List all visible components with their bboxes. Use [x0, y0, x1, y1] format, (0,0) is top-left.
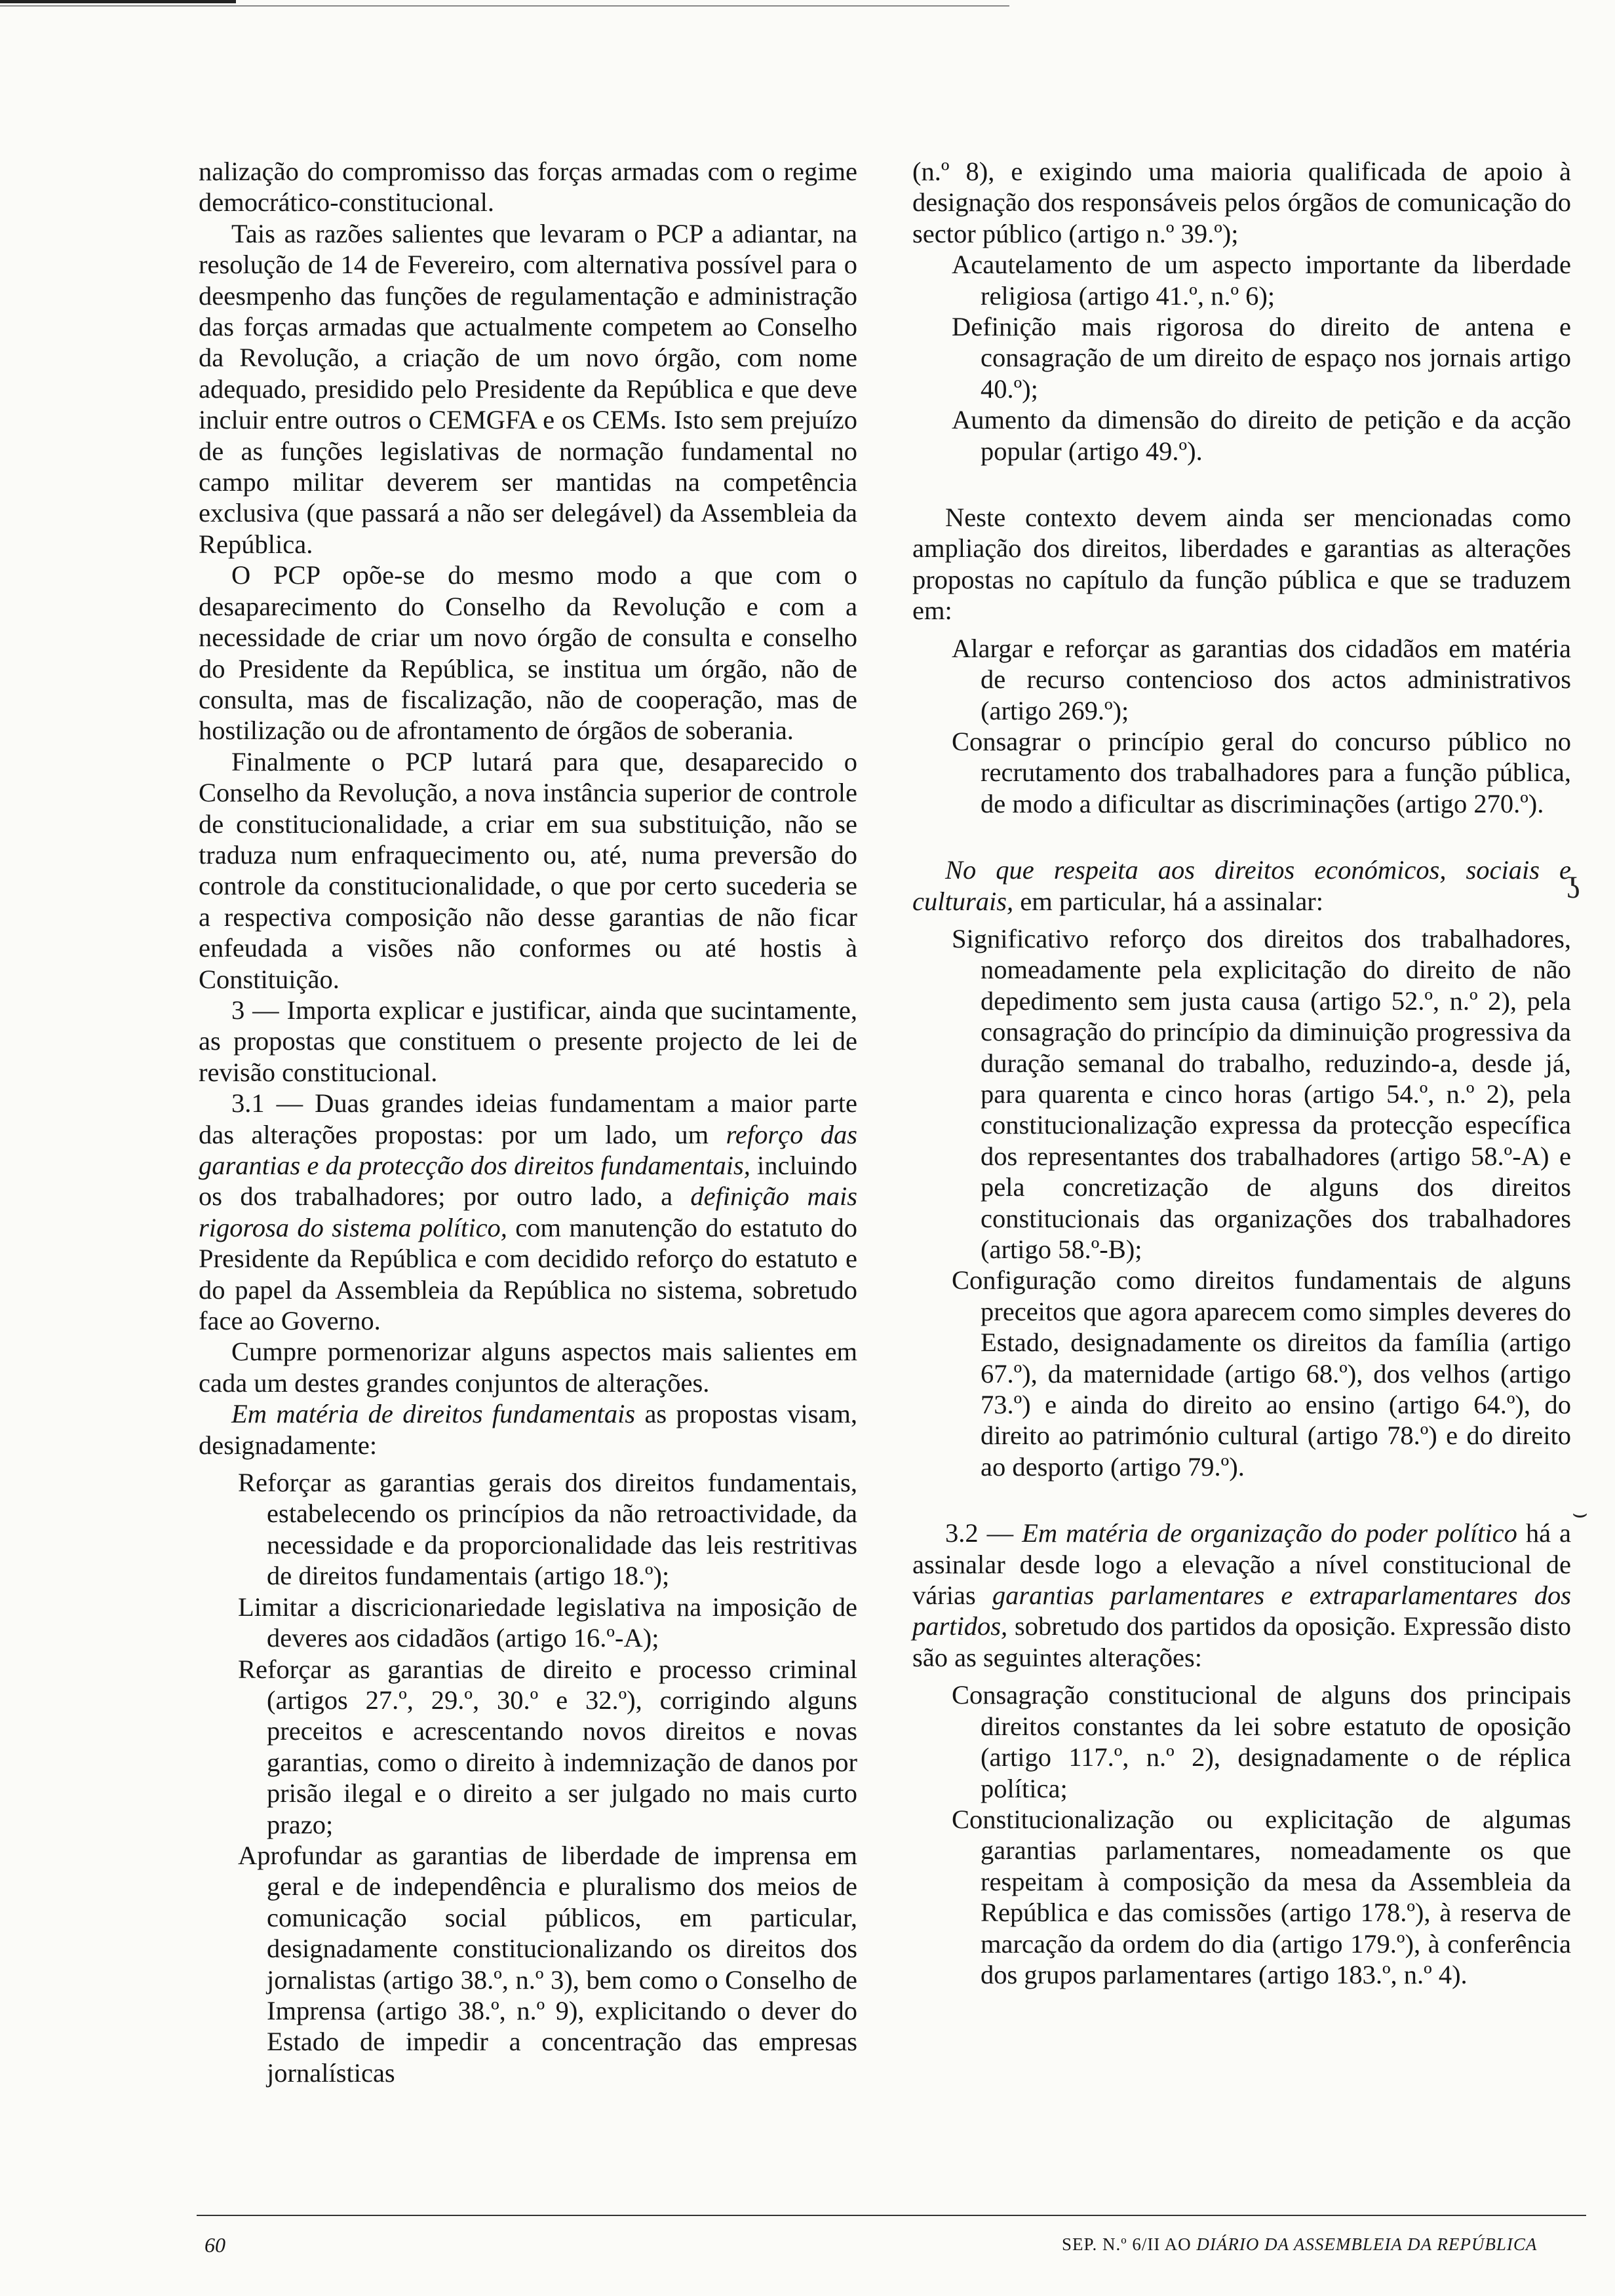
paragraph	[199, 1398, 857, 1461]
scan-edge-line	[0, 0, 236, 3]
list-item: Consagração constitucional de alguns dos principais direitos constantes da lei sobre estatuto de oposição (artigo 117.º, n.º 2), designadamente o de réplica política;	[952, 1680, 1571, 1803]
text-span: sobretudo dos partidos da oposição. Expressão disto são as seguintes alterações:	[912, 1611, 1571, 1672]
list-item: Alargar e reforçar as garantias dos cidadãos em matéria de recurso contencioso dos actos administrativos (artigo 269.º);	[952, 633, 1571, 725]
paragraph: nalização do compromisso das forças armadas com o regime democrático-constitucional.	[199, 157, 857, 218]
list-item: Acautelamento de um aspecto importante da liberdade religiosa (artigo 41.º, n.º 6);	[952, 250, 1571, 311]
italic-text: definição mais rigorosa do sistema político,	[199, 1181, 857, 1242]
italic-text: Em matéria de direitos fundamentais	[231, 1399, 636, 1429]
text-span: com manutenção do estatuto do Presidente da República e com decidido reforço do estatuto e do papel da Assembleia da República no sistema, sobretudo face ao Governo.	[199, 1212, 857, 1336]
paragraph: Cumpre pormenorizar alguns aspectos mais salientes em cada um destes grandes conjuntos de alterações.	[199, 1337, 857, 1398]
scan-edge-line-faint	[0, 5, 1009, 7]
list-item: Aumento da dimensão do direito de petição e da acção popular (artigo 49.º).	[952, 405, 1571, 466]
publication-prefix: SEP. N.º 6/II AO	[1062, 2234, 1197, 2254]
italic-text: Em matéria de organização do poder político	[1022, 1518, 1517, 1548]
text-span: incluindo os dos trabalhadores; por outro lado, a	[199, 1151, 857, 1212]
paragraph	[912, 854, 1571, 917]
paragraph: (n.º 8), e exigindo uma maioria qualificada de apoio à designação dos responsáveis pelos órgãos de comunicação do sector público (artigo n.º 39.º);	[912, 157, 1571, 248]
paragraph: Finalmente o PCP lutará para que, desaparecido o Conselho da Revolução, a nova instância superior de controle de constitucionalidade, a criar em sua substituição, não se traduza num enfraquecimento ou, até, numa preversão do controle da constitucionalidade, o que por certo sucederia se a respectiva composição não desse garantias de não ficar enfeudada a visões não conformes ou até hostis à Constituição.	[199, 746, 857, 994]
list-item: Reforçar as garantias gerais dos direitos fundamentais, estabelecendo os princípios da não retroactividade, da necessidade e da proporcionalidade das leis restritivas de direitos fundamentais (artigo 18.º);	[238, 1468, 857, 1591]
italic-text: No que respeita aos direitos económicos, sociais e culturais,	[912, 855, 1571, 916]
footer-rule	[197, 2215, 1586, 2216]
paragraph	[199, 1088, 857, 1336]
list-item: Aprofundar as garantias de liberdade de imprensa em geral e de independência e pluralismo dos meios de comunicação social públicos, em particular, designadamente constitucionalizando os direitos dos jornalistas (artigo 38.º, n.º 3), bem como o Conselho de Imprensa (artigo 38.º, n.º 9), explicitando o dever do Estado de impedir a concentração das empresas jornalísticas	[238, 1840, 857, 2088]
italic-text: reforço das garantias e da protecção dos direitos fundamentais,	[199, 1119, 858, 1180]
list-item: Limitar a discricionariedade legislativa na imposição de deveres aos cidadãos (artigo 16.º-A);	[238, 1592, 857, 1653]
paragraph	[912, 1518, 1571, 1673]
list-item: Configuração como direitos fundamentais de alguns preceitos que agora aparecem como simples deveres do Estado, designadamente os direitos da família (artigo 67.º), da maternidade (artigo 68.º), dos velhos (artigo 73.º) e ainda do direito ao ensino (artigo 64.º), do direito ao património cultural (artigo 78.º) e do direito ao desporto (artigo 79.º).	[952, 1265, 1571, 1482]
publication-reference	[1062, 2234, 1537, 2255]
list-item: Reforçar as garantias de direito e processo criminal (artigos 27.º, 29.º, 30.º e 32.º), corrigindo alguns preceitos e acrescentando novos direitos e novas garantias, como o direito à indemnização de danos por prisão ilegal e o direito a ser julgado no mais curto prazo;	[238, 1654, 857, 1839]
text-span: há a assinalar desde logo a elevação a nível constitucional de várias	[912, 1518, 1572, 1611]
list-item: Significativo reforço dos direitos dos trabalhadores, nomeadamente pela explicitação do direito de não depedimento sem justa causa (artigo 52.º, n.º 2), pela consagração do princípio da diminuição progressiva da duração semanal do trabalho, reduzindo-a, desde já, para quarenta e cinco horas (artigo 54.º, n.º 2), pela constitucionalização expressa da protecção específica dos representantes dos trabalhadores (artigo 58.º-A) e pela concretização de alguns dos direitos constitucionais das organizações dos trabalhadores (artigo 58.º-B);	[952, 923, 1571, 1264]
publication-title: DIÁRIO DA ASSEMBLEIA DA REPÚBLICA	[1196, 2234, 1538, 2254]
page-number: 60	[204, 2233, 225, 2257]
paragraph: 3 — Importa explicar e justificar, ainda que sucintamente, as propostas que constituem o presente projecto de lei de revisão constitucional.	[199, 995, 857, 1087]
margin-mark-icon: ʖ	[1566, 871, 1580, 904]
paragraph: Neste contexto devem ainda ser mencionadas como ampliação dos direitos, liberdades e garantias as alterações propostas no capítulo da função pública e que se traduzem em:	[912, 503, 1571, 626]
list-item: Consagrar o princípio geral do concurso público no recrutamento dos trabalhadores para a função pública, de modo a dificultar as discriminações (artigo 270.º).	[952, 726, 1571, 818]
list-item: Constitucionalização ou explicitação de algumas garantias parlamentares, nomeadamente os que respeitam à composição da mesa da Assembleia da República e das comissões (artigo 178.º), à reserva de marcação da ordem do dia (artigo 179.º), à conferência dos grupos parlamentares (artigo 183.º, n.º 4).	[952, 1804, 1571, 1989]
text-column-right	[912, 156, 1571, 1990]
margin-mark-icon: ⌣	[1572, 1500, 1589, 1527]
paragraph: Tais as razões salientes que levaram o PCP a adiantar, na resolução de 14 de Fevereiro, com alternativa possível para o deesmpenho das funções de regulamentação e administração das forças armadas que actualmente competem ao Conselho da Revolução, a criação de um novo órgão, com nome adequado, presidido pelo Presidente da República e que deve incluir entre outros o CEMGFA e os CEMs. Isto sem prejuízo de as funções legislativas de normação fundamental no campo militar deverem ser mantidas na competência exclusiva (que passará a não ser delegável) da Assembleia da República.	[199, 218, 857, 559]
italic-text: garantias parlamentares e extraparlamentares dos partidos,	[912, 1580, 1571, 1641]
text-span: 3.2 —	[945, 1518, 1022, 1548]
text-span: as propostas visam, designadamente:	[199, 1399, 858, 1460]
paragraph: O PCP opõe-se do mesmo modo a que com o desaparecimento do Conselho da Revolução e com a necessidade de criar um novo órgão de consulta e conselho do Presidente da República, se institua um órgão, não de consulta, mas de fiscalização, não de cooperação, mas de hostilização ou de afrontamento de órgãos de soberania.	[199, 560, 857, 746]
list-item: Definição mais rigorosa do direito de antena e consagração de um direito de espaço nos jornais artigo 40.º);	[952, 312, 1571, 404]
text-span: em particular, há a assinalar:	[1013, 886, 1324, 916]
text-column-left	[199, 156, 857, 2088]
text-span: 3.1 — Duas grandes ideias fundamentam a maior parte das alterações propostas: por um lado, um	[199, 1088, 857, 1149]
